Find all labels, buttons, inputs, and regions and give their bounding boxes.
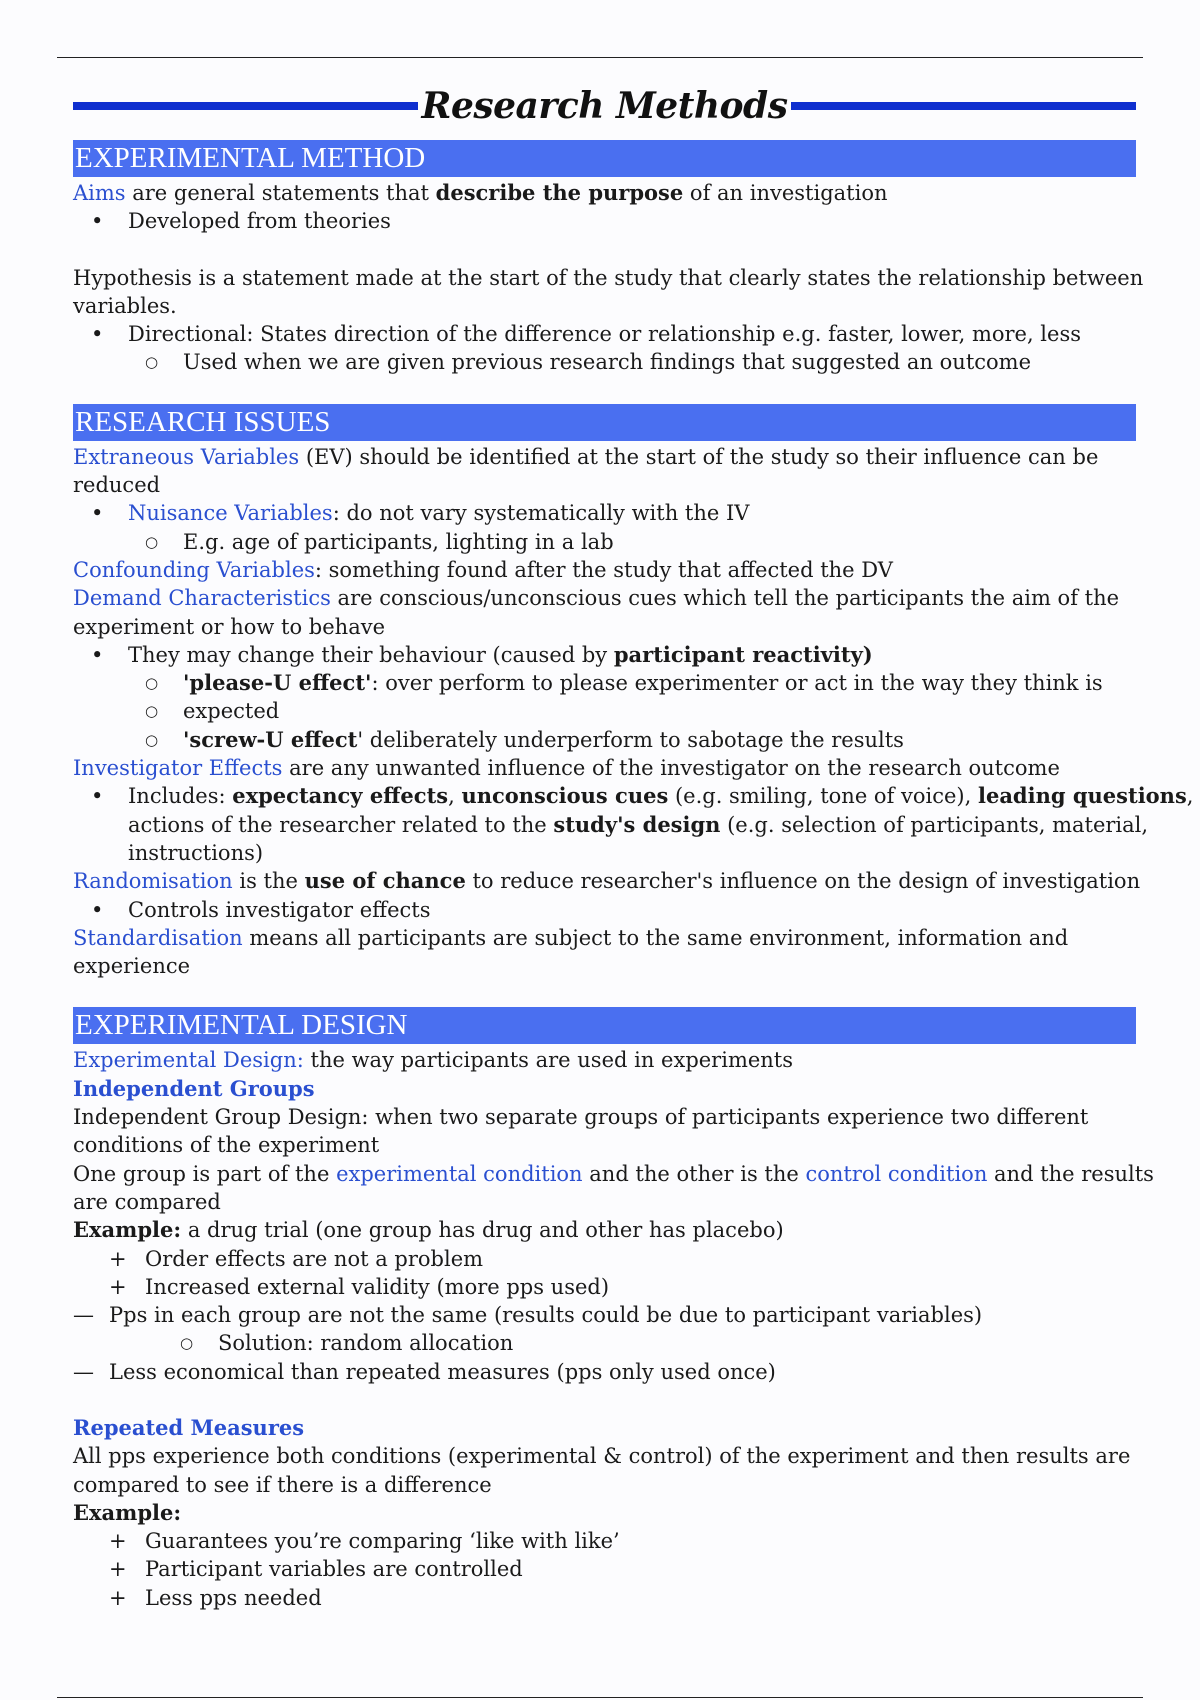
demand-line-1: Demand Characteristics are conscious/unconscious cues which tell the participants the aim of the [73, 586, 1120, 611]
top-rule [57, 57, 1143, 58]
minus-pps-not-same: — Pps in each group are not the same (results could be due to participant variables) [73, 1301, 1136, 1329]
rm-line-1: All pps experience both conditions (experimental & control) of the experiment and then results are [73, 1444, 1131, 1469]
ev-line-2: reduced [73, 473, 161, 498]
aims-term: Aims [73, 181, 126, 205]
bullet-controls: • Controls investigator effects [73, 896, 1136, 924]
investigator-line: Investigator Effects are any unwanted influence of the investigator on the research outcome [73, 756, 1060, 781]
one-group-line: One group is part of the experimental condition and the other is the control condition and the results [73, 1161, 1154, 1186]
rm-example-label: Example: [73, 1499, 182, 1525]
nuisance-term: Nuisance Variables [128, 501, 333, 526]
section-heading-research-issues: RESEARCH ISSUES [73, 404, 1136, 441]
demand-term: Demand Characteristics [73, 586, 331, 611]
confounding-line: Confounding Variables: something found after the study that affected the DV [73, 557, 893, 582]
plus-participant-variables: + Participant variables are controlled [73, 1555, 1136, 1583]
document-body [73, 140, 1194, 1612]
standardisation-line-1: Standardisation means all participants are subject to the same environment, information and [73, 925, 1069, 950]
plus-order-effects: + Order effects are not a problem [73, 1245, 1136, 1273]
title-line-left [73, 102, 418, 110]
title-row [73, 86, 1136, 126]
bullet-directional: • Directional: States direction of the difference or relationship e.g. faster, lower, more, less [73, 320, 1136, 348]
sub-solution: ○ Solution: random allocation [73, 1329, 1136, 1357]
confounding-term: Confounding Variables [73, 557, 315, 582]
section-heading-experimental-method: EXPERIMENTAL METHOD [73, 140, 1136, 177]
ev-line-1: Extraneous Variables (EV) should be identified at the start of the study so their influence can be [73, 444, 1099, 469]
ig-line-1: Independent Group Design: when two separate groups of participants experience two different [73, 1105, 1089, 1130]
rm-line-2: compared to see if there is a difference [73, 1472, 492, 1497]
page-title: Research Methods [421, 85, 788, 127]
hypothesis-line-2: variables. [73, 293, 177, 318]
design-term: Experimental Design: [73, 1048, 304, 1073]
bullet-nuisance: • Nuisance Variables: do not vary systematically with the IV [73, 499, 1136, 527]
spacer [73, 377, 1136, 404]
sub-screw-u: ○ 'screw-U effect' deliberately underperform to sabotage the results [73, 726, 1136, 754]
design-line: Experimental Design: the way participants are used in experiments [73, 1048, 794, 1073]
plus-external-validity: + Increased external validity (more pps used) [73, 1273, 1136, 1301]
one-group-line-2: are compared [73, 1189, 221, 1214]
standardisation-line-2: experience [73, 954, 191, 979]
experimental-condition-term: experimental condition [336, 1161, 583, 1186]
investigator-term: Investigator Effects [73, 756, 283, 781]
independent-groups-heading: Independent Groups [73, 1075, 315, 1101]
sub-please-u: ○ 'please-U effect': over perform to please experimenter or act in the way they think is [73, 669, 1136, 697]
spacer [73, 236, 1136, 264]
randomisation-term: Randomisation [73, 869, 233, 894]
section-heading-experimental-design: EXPERIMENTAL DESIGN [73, 1007, 1136, 1044]
randomisation-line: Randomisation is the use of chance to reduce researcher's influence on the design of investigation [73, 868, 1141, 894]
aims-bold: describe the purpose [435, 180, 684, 205]
bottom-rule [57, 1697, 1143, 1698]
bullet-behaviour: • They may change their behaviour (caused by participant reactivity) [73, 641, 1136, 669]
hypothesis-line-1: Hypothesis is a statement made at the start of the study that clearly states the relationship between [73, 265, 1144, 290]
example-line: Example: a drug trial (one group has drug and other has placebo) [73, 1217, 784, 1243]
title-line-right [791, 102, 1136, 110]
repeated-measures-heading: Repeated Measures [73, 1414, 305, 1440]
includes-line-2: actions of the researcher related to the study's design (e.g. selection of participants, material, [128, 811, 1149, 837]
plus-less-pps: + Less pps needed [73, 1584, 1136, 1612]
bullet-developed: • Developed from theories [73, 207, 1136, 235]
aims-line: Aims are general statements that describe the purpose of an investigation [73, 180, 888, 205]
plus-like-with-like: + Guarantees you’re comparing ‘like with like’ [73, 1527, 1136, 1555]
bullet-includes: • Includes: expectancy effects, unconscious cues (e.g. smiling, tone of voice), leading questions, [73, 782, 1136, 810]
minus-less-economical: — Less economical than repeated measures (pps only used once) [73, 1358, 1136, 1386]
spacer [73, 980, 1136, 1007]
ev-term: Extraneous Variables [73, 444, 300, 469]
ig-line-2: conditions of the experiment [73, 1133, 380, 1158]
standardisation-term: Standardisation [73, 925, 243, 950]
sub-used-when: ○ Used when we are given previous research findings that suggested an outcome [73, 348, 1136, 376]
demand-line-2: experiment or how to behave [73, 614, 386, 639]
spacer [73, 1386, 1136, 1414]
sub-please-u-cont: ○ expected [73, 697, 1136, 725]
includes-line-3: instructions) [128, 840, 264, 865]
sub-nuisance-example: ○ E.g. age of participants, lighting in a lab [73, 528, 1136, 556]
control-condition-term: control condition [805, 1161, 988, 1186]
